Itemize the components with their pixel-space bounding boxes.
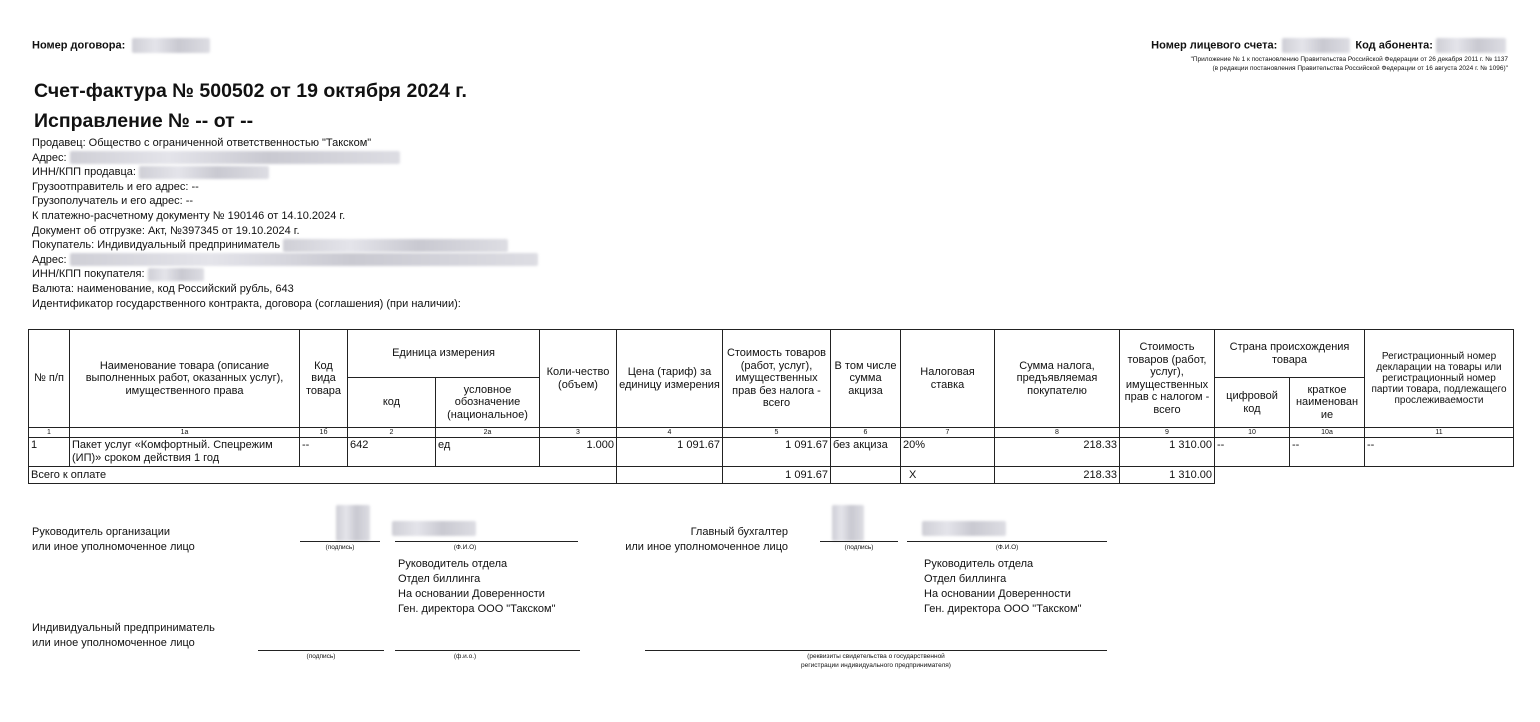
contract-id-line: Идентификатор государственного контракта, договора (соглашения) (при наличии): — [32, 297, 461, 310]
buyer-address-label: Адрес: — [32, 253, 67, 266]
ip-name-caption: (ф.и.о.) — [453, 653, 477, 660]
appendix-line-2: (в редакции постановления Правительства Российской Федерации от 16 августа 2024 г. № 1096)" — [1212, 64, 1508, 72]
total-cost-with-tax: 1 310.00 — [1120, 467, 1215, 484]
col-number: 6 — [831, 428, 901, 438]
table-row — [29, 438, 1514, 467]
redacted-seller-inn — [139, 166, 269, 179]
head-position-line-4: Ген. директора ООО "Такском" — [398, 603, 556, 615]
consignee-line: Грузополучатель и его адрес: -- — [32, 195, 194, 208]
buyer-inn-label: ИНН/КПП покупателя: — [32, 268, 145, 281]
chief-acc-position-line-3: На основании Доверенности — [924, 588, 1071, 600]
head-position-line-2: Отдел биллинга — [398, 573, 481, 585]
total-empty — [831, 467, 901, 484]
redacted-chief-accountant-name — [922, 521, 1006, 536]
total-row — [29, 467, 1514, 484]
chief-acc-signature-caption: (подпись) — [844, 544, 874, 551]
col-number: 9 — [1120, 428, 1215, 438]
ip-label-line-1: Индивидуальный предприниматель — [32, 622, 215, 634]
item-cost-no-tax: 1 091.67 — [723, 438, 831, 467]
total-blank — [1215, 467, 1514, 484]
head-name-caption: (Ф.И.О) — [453, 544, 477, 551]
chief-accountant-label — [606, 525, 788, 555]
header-reg-number: Регистрационный номер декларации на товары или регистрационный номер партии товара, подлежащего прослеживаемости — [1365, 330, 1514, 428]
buyer-label: Покупатель: Индивидуальный предприниматель — [32, 239, 281, 252]
seller-address-line — [32, 151, 538, 166]
item-kind-code: -- — [300, 438, 348, 467]
account-label: Номер лицевого счета: — [1151, 39, 1278, 52]
buyer-inn-line — [32, 267, 538, 282]
redacted-buyer-name — [283, 239, 508, 252]
redacted-contract-number — [132, 38, 210, 53]
col-number: 7 — [901, 428, 995, 438]
head-position — [398, 557, 556, 617]
chief-acc-label-line-2: или иное уполномоченное лицо — [625, 541, 788, 553]
redacted-account-number — [1282, 38, 1350, 53]
header-country-name: краткое наименован ие — [1290, 378, 1365, 428]
item-num: 1 — [29, 438, 70, 467]
seller-inn-line — [32, 165, 538, 180]
total-label: Всего к оплате — [29, 467, 617, 484]
ip-requisites-caption — [645, 653, 1107, 670]
col-number: 3 — [540, 428, 617, 438]
ip-requisites-line — [645, 650, 1107, 651]
item-unit-code: 642 — [348, 438, 436, 467]
total-empty — [617, 467, 723, 484]
head-signature-label — [32, 525, 195, 555]
appendix-line-1: "Приложение № 1 к постановлению Правительства Российской Федерации от 26 декабря 2011 г. № 1137 — [1190, 56, 1508, 63]
currency-line: Валюта: наименование, код Российский рубль, 643 — [32, 282, 294, 295]
item-cost-with-tax: 1 310.00 — [1120, 438, 1215, 467]
total-excise: X — [901, 467, 995, 484]
total-tax-sum: 218.33 — [995, 467, 1120, 484]
column-numbers-row — [29, 428, 1514, 438]
chief-accountant-signature-image — [832, 505, 864, 541]
appendix-note — [1191, 56, 1508, 73]
ip-name-line — [395, 650, 580, 651]
shipment-doc-line: Документ об отгрузке: Акт, №397345 от 19.10.2024 г. — [32, 224, 300, 237]
chief-acc-signature-line — [820, 541, 898, 542]
col-number: 1а — [70, 428, 300, 438]
redacted-buyer-inn — [148, 268, 204, 281]
header-cost-with-tax: Стоимость товаров (работ, услуг), имущественных прав с налогом - всего — [1120, 330, 1215, 428]
ip-label-line-2: или иное уполномоченное лицо — [32, 637, 195, 649]
account-info — [1151, 38, 1506, 53]
ip-requisites-caption-line-2: регистрации индивидуального предпринимателя) — [801, 661, 951, 669]
chief-acc-name-line — [907, 541, 1107, 542]
col-number: 8 — [995, 428, 1120, 438]
buyer-address-line — [32, 253, 538, 268]
item-excise: без акциза — [831, 438, 901, 467]
subscriber-label: Код абонента: — [1355, 39, 1433, 52]
col-number: 4 — [617, 428, 723, 438]
col-number: 2 — [348, 428, 436, 438]
redacted-buyer-address — [70, 253, 538, 266]
header-qty: Коли-чество (объем) — [540, 330, 617, 428]
shipper-line: Грузоотправитель и его адрес: -- — [32, 180, 199, 193]
redacted-seller-address — [70, 151, 400, 164]
header-kind-code: Код вида товара — [300, 330, 348, 428]
contract-number — [32, 38, 210, 53]
seller-line: Продавец: Общество с ограниченной ответственностью "Такском" — [32, 137, 372, 149]
item-name: Пакет услуг «Комфортный. Спецрежим (ИП)» сроком действия 1 год — [70, 438, 300, 467]
item-tax-sum: 218.33 — [995, 438, 1120, 467]
col-number: 1 — [29, 428, 70, 438]
head-signature-image — [336, 505, 370, 541]
head-signature-line — [300, 541, 380, 542]
chief-acc-position-line-1: Руководитель отдела — [924, 558, 1034, 570]
invoice-details — [32, 136, 538, 311]
ip-signature-caption: (подпись) — [306, 653, 336, 660]
redacted-subscriber-code — [1436, 38, 1506, 53]
redacted-head-name — [392, 521, 476, 536]
invoice-table — [28, 329, 1514, 484]
header-excise: В том числе сумма акциза — [831, 330, 901, 428]
col-number: 5 — [723, 428, 831, 438]
head-label-line-1: Руководитель организации — [32, 526, 171, 538]
payment-doc-line: К платежно-расчетному документу № 190146 от 14.10.2024 г. — [32, 209, 346, 222]
item-tax-rate: 20% — [901, 438, 995, 467]
header-unit-code: код — [348, 378, 436, 428]
chief-acc-position — [924, 557, 1082, 617]
header-country: Страна происхождения товара — [1215, 330, 1365, 378]
ip-signature-label — [32, 621, 215, 651]
header-price: Цена (тариф) за единицу измерения — [617, 330, 723, 428]
seller-address-label: Адрес: — [32, 151, 67, 164]
correction-title: Исправление № -- от -- — [34, 110, 254, 132]
ip-requisites-caption-line-1: (реквизиты свидетельства о государственной — [807, 653, 945, 660]
item-reg-number: -- — [1365, 438, 1514, 467]
ip-signature-line — [258, 650, 384, 651]
invoice-title: Счет-фактура № 500502 от 19 октября 2024 г. — [34, 80, 467, 102]
item-country-name: -- — [1290, 438, 1365, 467]
head-signature-caption: (подпись) — [325, 544, 355, 551]
item-unit-symbol: ед — [436, 438, 540, 467]
col-number: 1б — [300, 428, 348, 438]
col-number: 11 — [1365, 428, 1514, 438]
head-position-line-3: На основании Доверенности — [398, 588, 545, 600]
item-price: 1 091.67 — [617, 438, 723, 467]
header-unit: Единица измерения — [348, 330, 540, 378]
buyer-line — [32, 238, 538, 253]
header-country-code: цифровой код — [1215, 378, 1290, 428]
col-number: 10а — [1290, 428, 1365, 438]
head-position-line-1: Руководитель отдела — [398, 558, 508, 570]
total-cost-no-tax: 1 091.67 — [723, 467, 831, 484]
chief-acc-position-line-2: Отдел биллинга — [924, 573, 1007, 585]
header-tax-sum: Сумма налога, предъявляемая покупателю — [995, 330, 1120, 428]
contract-label: Номер договора: — [32, 39, 126, 52]
header-num: № п/п — [29, 330, 70, 428]
header-tax-rate: Налоговая ставка — [901, 330, 995, 428]
header-cost-no-tax: Стоимость товаров (работ, услуг), имущественных прав без налога - всего — [723, 330, 831, 428]
head-name-line — [395, 541, 578, 542]
seller-inn-label: ИНН/КПП продавца: — [32, 166, 136, 179]
header-unit-symbol: условное обозначение (национальное) — [436, 378, 540, 428]
chief-acc-name-caption: (Ф.И.О) — [995, 544, 1019, 551]
col-number: 2а — [436, 428, 540, 438]
header-name: Наименование товара (описание выполненных работ, оказанных услуг), имущественного права — [70, 330, 300, 428]
head-label-line-2: или иное уполномоченное лицо — [32, 541, 195, 553]
item-country-code: -- — [1215, 438, 1290, 467]
chief-acc-label-line-1: Главный бухгалтер — [690, 526, 788, 538]
chief-acc-position-line-4: Ген. директора ООО "Такском" — [924, 603, 1082, 615]
item-qty: 1.000 — [540, 438, 617, 467]
col-number: 10 — [1215, 428, 1290, 438]
